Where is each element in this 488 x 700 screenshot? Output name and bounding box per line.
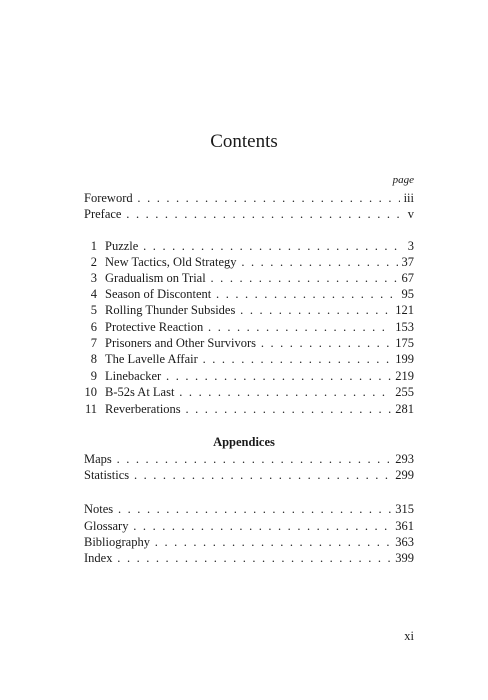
dot-leader (211, 287, 414, 301)
toc-chapter-6[interactable] (84, 319, 414, 336)
dot-leader (138, 239, 414, 253)
toc-entry-page: iii (400, 190, 414, 207)
toc-entry-page: 315 (391, 501, 414, 518)
toc-entry-page: 219 (391, 368, 414, 385)
chapter-number: 2 (90, 255, 97, 269)
toc-entry-page: 399 (391, 550, 414, 567)
toc-chapter-3[interactable] (84, 270, 414, 287)
toc-entry-title: Glossary (84, 519, 129, 533)
page-number: xi (404, 629, 414, 643)
toc-entry-page: 67 (398, 270, 415, 287)
toc-entry-title: Season of Discontent (105, 287, 212, 301)
chapter-number: 1 (90, 239, 97, 253)
dot-leader (235, 303, 414, 317)
toc-entry-maps[interactable] (84, 451, 414, 468)
chapter-number: 3 (90, 271, 97, 285)
toc-chapter-2[interactable] (84, 254, 414, 271)
toc-entry-notes[interactable] (84, 501, 414, 518)
page-column-label: page (392, 174, 414, 186)
dot-leader (174, 385, 414, 399)
toc-chapter-1[interactable] (84, 238, 414, 255)
chapter-number: 10 (84, 385, 97, 399)
toc-entry-index[interactable] (84, 550, 414, 567)
toc-entry-title: Protective Reaction (105, 320, 204, 334)
dot-leader (150, 535, 414, 549)
dot-leader (112, 452, 414, 466)
toc-entry-page: v (404, 206, 414, 223)
chapter-number: 7 (90, 336, 97, 350)
chapter-number: 9 (90, 369, 97, 383)
dot-leader (237, 255, 414, 269)
chapter-number: 6 (90, 320, 97, 334)
dot-leader (161, 369, 414, 383)
dot-leader (181, 402, 414, 416)
toc-chapter-10[interactable] (84, 384, 414, 401)
toc-entry-title: Reverberations (105, 402, 181, 416)
toc-entry-foreword[interactable] (84, 190, 414, 207)
toc-entry-page: 293 (391, 451, 414, 468)
toc-entry-title: Bibliography (84, 535, 150, 549)
toc-entry-title: Puzzle (105, 239, 139, 253)
dot-leader (121, 207, 414, 221)
chapter-number: 4 (90, 287, 97, 301)
toc-entry-page: 299 (391, 467, 414, 484)
toc-chapter-7[interactable] (84, 335, 414, 352)
toc-entry-page: 37 (398, 254, 415, 271)
toc-entry-title: New Tactics, Old Strategy (105, 255, 237, 269)
toc-chapter-8[interactable] (84, 351, 414, 368)
toc-entry-title: Linebacker (105, 369, 162, 383)
chapter-number: 11 (84, 402, 97, 416)
dot-leader (133, 191, 414, 205)
toc-chapter-5[interactable] (84, 302, 414, 319)
toc-entry-glossary[interactable] (84, 518, 414, 535)
toc-entry-title: Gradualism on Trial (105, 271, 206, 285)
appendices-heading: Appendices (213, 435, 275, 449)
toc-entry-page: 121 (391, 302, 414, 319)
toc-entry-title: Foreword (84, 191, 133, 205)
toc-entry-title: Index (84, 551, 113, 565)
dot-leader (112, 551, 414, 565)
toc-entry-page: 199 (391, 351, 414, 368)
toc-chapter-11[interactable] (84, 401, 414, 418)
toc-entry-title: Rolling Thunder Subsides (105, 303, 236, 317)
dot-leader (198, 352, 414, 366)
toc-entry-page: 3 (404, 238, 414, 255)
toc-chapter-9[interactable] (84, 368, 414, 385)
toc-entry-statistics[interactable] (84, 467, 414, 484)
toc-entry-title: Preface (84, 207, 122, 221)
toc-entry-page: 153 (391, 319, 414, 336)
dot-leader (129, 468, 414, 482)
chapter-number: 8 (90, 352, 97, 366)
toc-entry-title: Statistics (84, 468, 130, 482)
toc-entry-page: 363 (391, 534, 414, 551)
page-title: Contents (210, 131, 278, 152)
toc-entry-title: B-52s At Last (105, 385, 175, 399)
toc-entry-title: Maps (84, 452, 112, 466)
toc-entry-page: 175 (391, 335, 414, 352)
toc-entry-page: 361 (391, 518, 414, 535)
toc-entry-page: 95 (398, 286, 415, 303)
toc-entry-title: Notes (84, 502, 114, 516)
dot-leader (203, 320, 414, 334)
toc-entry-title: Prisoners and Other Survivors (105, 336, 257, 350)
toc-entry-page: 255 (391, 384, 414, 401)
dot-leader (128, 519, 414, 533)
toc-entry-bibliography[interactable] (84, 534, 414, 551)
toc-entry-title: The Lavelle Affair (105, 352, 198, 366)
toc-entry-preface[interactable] (84, 206, 414, 223)
toc-entry-page: 281 (391, 401, 414, 418)
toc-chapter-4[interactable] (84, 286, 414, 303)
dot-leader (206, 271, 414, 285)
dot-leader (113, 502, 414, 516)
chapter-number: 5 (90, 303, 97, 317)
